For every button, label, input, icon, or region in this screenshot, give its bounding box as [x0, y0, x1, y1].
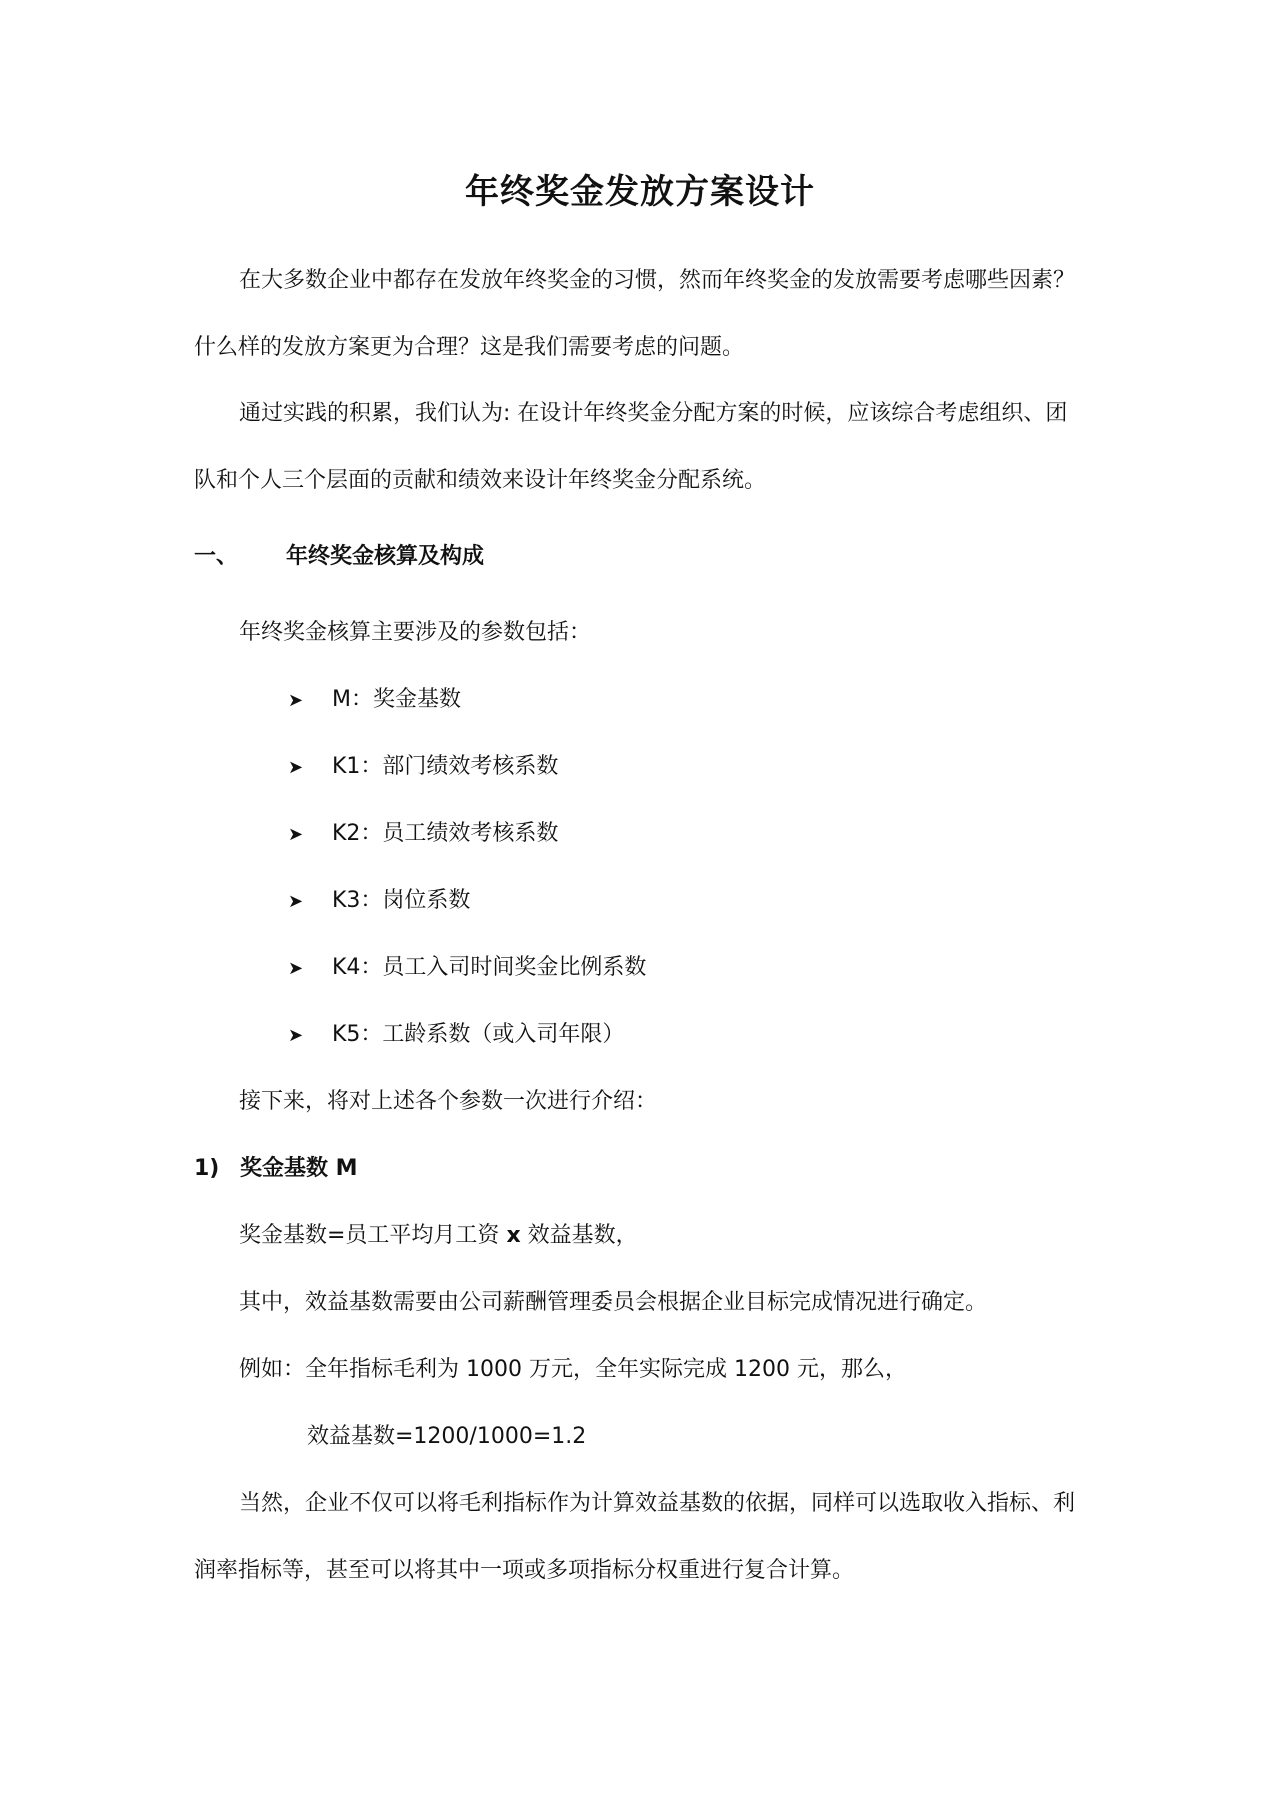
bullet-text: K3：岗位系数 [332, 888, 471, 913]
formula-operator: x [506, 1223, 521, 1248]
arrowhead-bullet-icon: ➤ [288, 958, 304, 979]
subsection-1-number: 1) [194, 1156, 220, 1181]
bullet-text: M：奖金基数 [332, 687, 461, 712]
bullet-item [288, 751, 558, 784]
subsection-1-title: 奖金基数 M [240, 1156, 358, 1181]
bullet-item [288, 952, 646, 985]
intro-paragraph-2-line-2: 队和个人三个层面的贡献和绩效来设计年终奖金分配系统。 [194, 468, 767, 493]
arrowhead-bullet-icon: ➤ [288, 824, 304, 845]
example-calculation: 效益基数=1200/1000=1.2 [307, 1424, 587, 1449]
intro-paragraph-1-line-2: 什么样的发放方案更为合理？这是我们需要考虑的问题。 [194, 335, 745, 360]
closing-paragraph-line-2: 润率指标等，甚至可以将其中一项或多项指标分权重进行复合计算。 [194, 1558, 855, 1583]
closing-paragraph-line-1: 当然，企业不仅可以将毛利指标作为计算效益基数的依据，同样可以选取收入指标、利 [239, 1491, 1076, 1516]
arrowhead-bullet-icon: ➤ [288, 891, 304, 912]
formula-note: 其中，效益基数需要由公司薪酬管理委员会根据企业目标完成情况进行确定。 [239, 1290, 988, 1315]
section-1-lead: 年终奖金核算主要涉及的参数包括： [239, 620, 592, 645]
subsection-1-heading [194, 1153, 358, 1185]
intro-paragraph-2-line-1: 通过实践的积累，我们认为: 在设计年终奖金分配方案的时候，应该综合考虑组织、团 [239, 401, 1068, 426]
arrowhead-bullet-icon: ➤ [288, 690, 304, 711]
intro-paragraph-1-line-1: 在大多数企业中都存在发放年终奖金的习惯，然而年终奖金的发放需要考虑哪些因素？ [239, 268, 1076, 293]
section-1-title: 年终奖金核算及构成 [286, 544, 485, 569]
formula-prefix: 奖金基数=员工平均月工资 [239, 1223, 507, 1248]
arrowhead-bullet-icon: ➤ [288, 1025, 304, 1046]
bullet-text: K5：工龄系数（或入司年限） [332, 1022, 625, 1047]
section-1-number: 一、 [194, 544, 239, 569]
bonus-base-formula [239, 1220, 638, 1252]
bullet-item [288, 684, 461, 717]
bullet-text: K1：部门绩效考核系数 [332, 754, 559, 779]
section-1-heading [194, 541, 484, 573]
arrowhead-bullet-icon: ➤ [288, 757, 304, 778]
bullet-item [288, 818, 558, 851]
document-title: 年终奖金发放方案设计 [465, 172, 815, 212]
bullet-item [288, 1019, 624, 1052]
section-1-transition: 接下来，将对上述各个参数一次进行介绍： [239, 1089, 658, 1114]
example-text: 例如：全年指标毛利为 1000 万元，全年实际完成 1200 元，那么， [239, 1357, 907, 1382]
formula-suffix: 效益基数， [520, 1223, 638, 1248]
bullet-text: K2：员工绩效考核系数 [332, 821, 559, 846]
bullet-text: K4：员工入司时间奖金比例系数 [332, 955, 647, 980]
bullet-item [288, 885, 470, 918]
